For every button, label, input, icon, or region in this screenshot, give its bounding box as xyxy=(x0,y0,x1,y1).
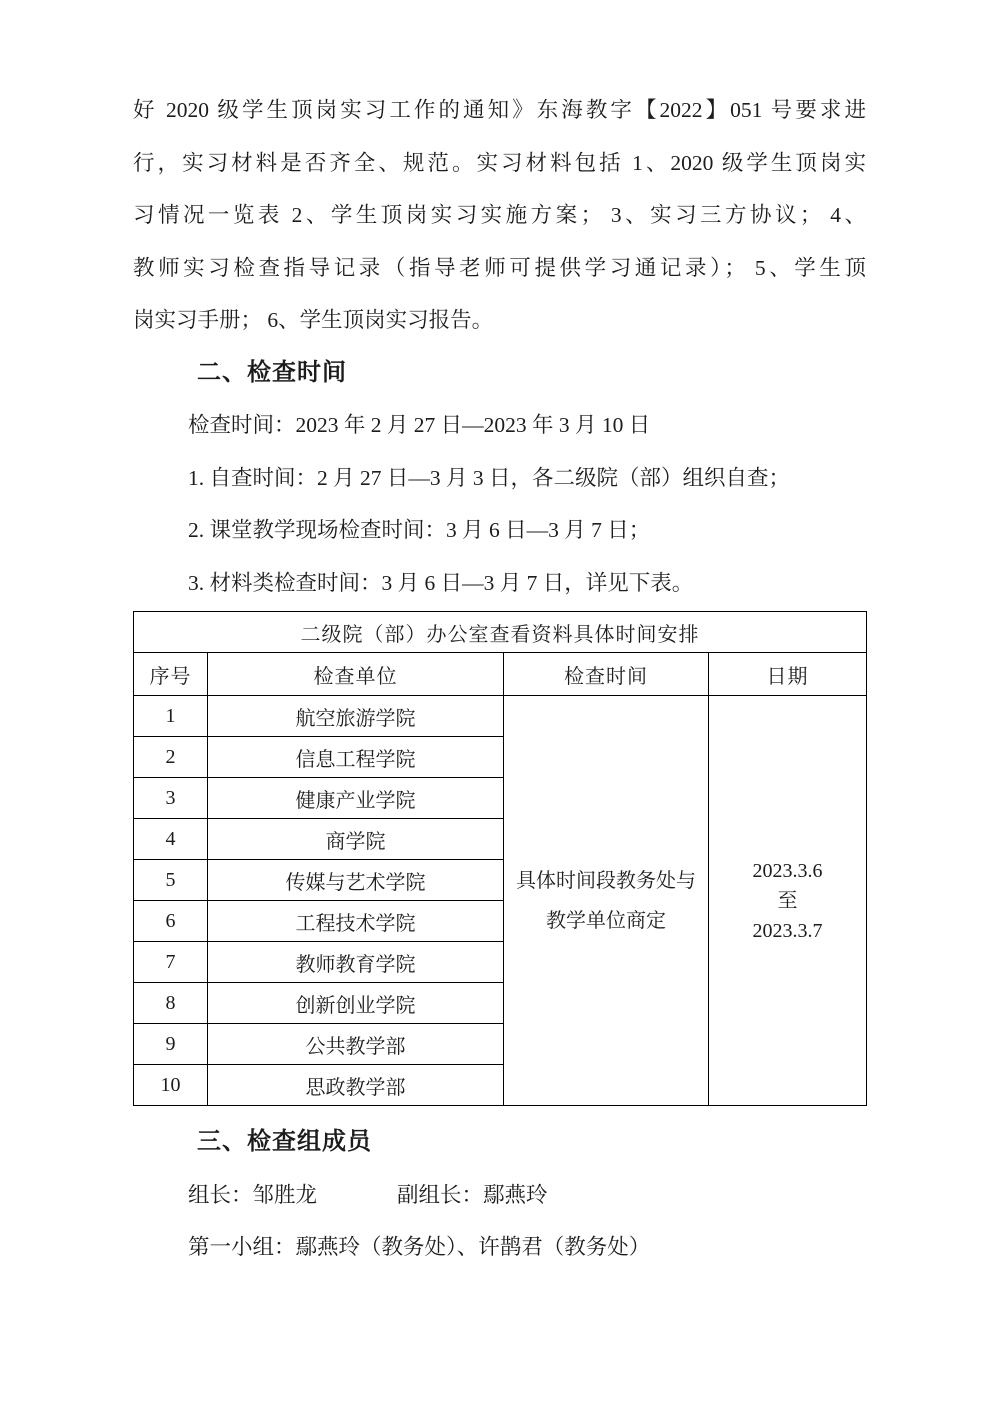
paragraph-line: 2. 课堂教学现场检查时间：3 月 6 日—3 月 7 日； xyxy=(188,518,651,542)
col-header-time: 检查时间 xyxy=(504,653,709,696)
paragraph-line: 习情况一览表 2、学生顶岗实习实施方案； 3、实习三方协议； 4、 xyxy=(133,203,866,227)
row-unit-cell: 航空旅游学院 xyxy=(208,696,504,737)
table-title: 二级院（部）办公室查看资料具体时间安排 xyxy=(134,612,867,653)
row-number-cell: 3 xyxy=(134,778,208,819)
row-unit-cell: 创新创业学院 xyxy=(208,983,504,1024)
section2-paragraphs xyxy=(133,399,866,609)
row-number-cell: 5 xyxy=(134,860,208,901)
row-number-cell: 1 xyxy=(134,696,208,737)
row-unit-cell: 信息工程学院 xyxy=(208,737,504,778)
table-title-row xyxy=(134,612,867,653)
row-unit-cell: 教师教育学院 xyxy=(208,942,504,983)
row-number-cell: 8 xyxy=(134,983,208,1024)
row-unit-cell: 传媒与艺术学院 xyxy=(208,860,504,901)
col-header-unit: 检查单位 xyxy=(208,653,504,696)
group1-text: 第一小组：鄢燕玲（教务处）、许鹊君（教务处） xyxy=(188,1235,651,1259)
paragraph-line: 1. 自查时间：2 月 27 日—3 月 3 日，各二级院（部）组织自查； xyxy=(188,465,791,490)
row-number-cell: 10 xyxy=(134,1065,208,1106)
paragraph-line: 教师实习检查指导记录（指导老师可提供学习通记录）； 5、学生顶 xyxy=(133,255,866,280)
col-header-no: 序号 xyxy=(134,653,208,696)
row-unit-cell: 公共教学部 xyxy=(208,1024,504,1065)
time-cell-line: 教学单位商定 xyxy=(546,909,666,932)
merged-time-cell xyxy=(504,696,709,1106)
date-cell-line: 2023.3.7 xyxy=(752,919,823,942)
row-unit-cell: 思政教学部 xyxy=(208,1065,504,1106)
members-group1-line xyxy=(133,1221,866,1274)
row-number-cell: 7 xyxy=(134,942,208,983)
paragraph-line: 好 2020 级学生顶岗实习工作的通知》东海教字【2022】051 号要求进 xyxy=(133,98,866,122)
merged-date-cell xyxy=(709,696,867,1106)
row-number-cell: 6 xyxy=(134,901,208,942)
continuation-paragraph xyxy=(133,84,866,347)
leader-text: 组长：邹胜龙 xyxy=(188,1182,318,1207)
date-cell-line: 至 xyxy=(777,889,798,912)
paragraph-line: 3. 材料类检查时间：3 月 6 日—3 月 7 日，详见下表。 xyxy=(188,570,694,595)
date-cell-line: 2023.3.6 xyxy=(752,859,823,882)
paragraph-line: 行，实习材料是否齐全、规范。实习材料包括 1、2020 级学生顶岗实 xyxy=(133,150,866,175)
section3-heading: 三、检查组成员 xyxy=(197,1129,372,1155)
table-row xyxy=(134,696,867,737)
row-unit-cell: 商学院 xyxy=(208,819,504,860)
table-header-row xyxy=(134,653,867,696)
row-number-cell: 9 xyxy=(134,1024,208,1065)
schedule-table xyxy=(133,611,867,1106)
members-leader-line xyxy=(133,1169,866,1222)
section2-heading: 二、检查时间 xyxy=(197,359,347,386)
row-number-cell: 4 xyxy=(134,819,208,860)
paragraph-line: 岗实习手册； 6、学生顶岗实习报告。 xyxy=(133,308,494,332)
row-unit-cell: 健康产业学院 xyxy=(208,778,504,819)
document-content xyxy=(133,84,866,1274)
time-cell-line: 具体时间段教务处与 xyxy=(516,869,696,892)
row-unit-cell: 工程技术学院 xyxy=(208,901,504,942)
schedule-table-body xyxy=(134,612,867,1106)
row-number-cell: 2 xyxy=(134,737,208,778)
paragraph-line: 检查时间：2023 年 2 月 27 日—2023 年 3 月 10 日 xyxy=(188,413,651,437)
deputy-leader-text: 副组长：鄢燕玲 xyxy=(397,1182,548,1207)
col-header-date: 日期 xyxy=(709,653,867,696)
